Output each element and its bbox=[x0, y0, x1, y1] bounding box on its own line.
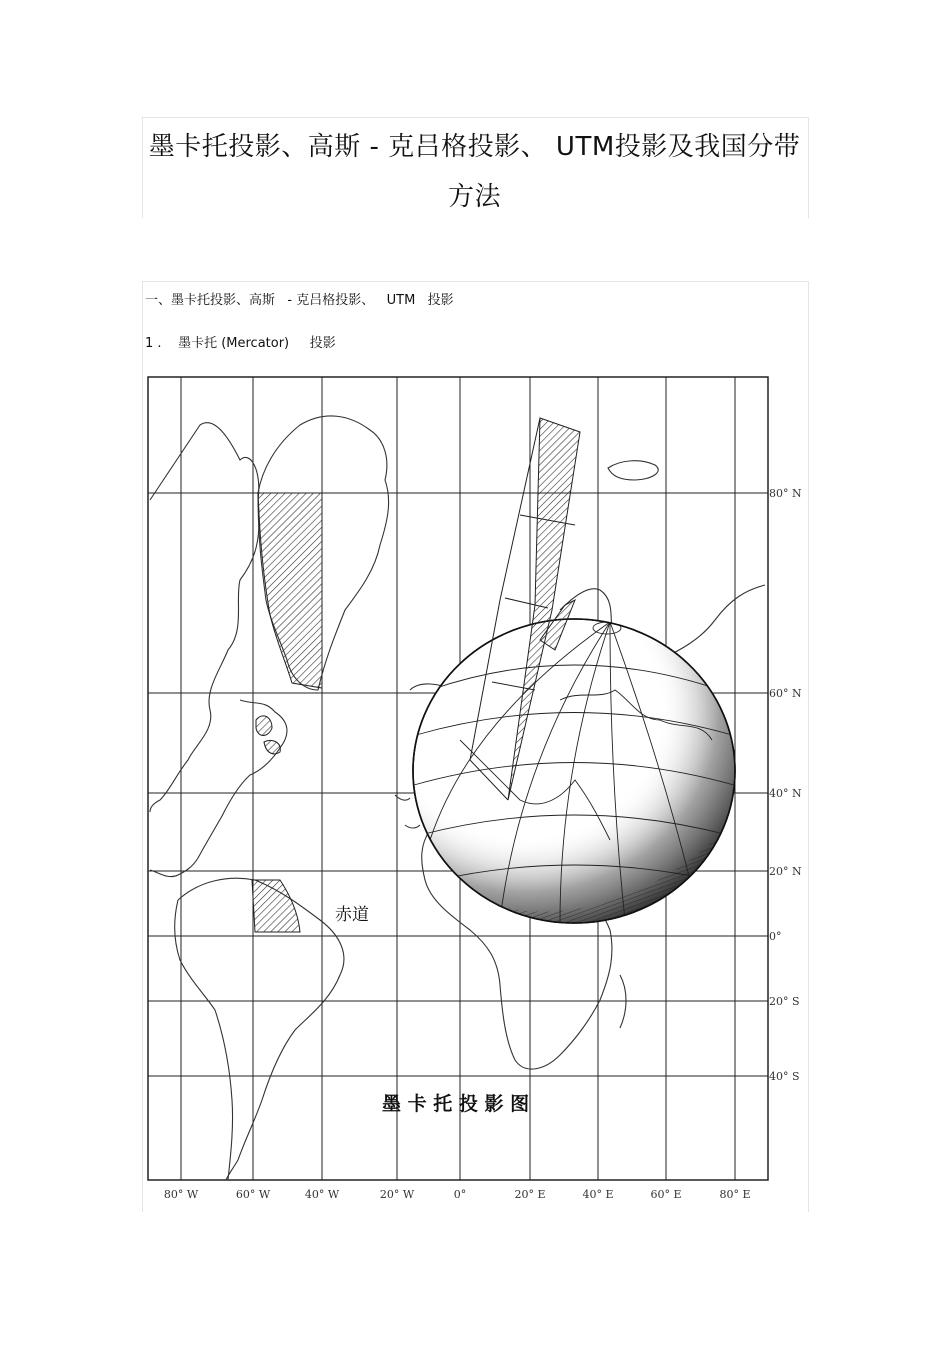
document-title-line-2: 方法 bbox=[447, 182, 501, 212]
longitude-label: 20° W bbox=[379, 1188, 415, 1201]
latitude-label: 40° N bbox=[769, 787, 802, 800]
document-title-line-1: 墨卡托投影、高斯 - 克吕格投影、 UTM投影及我国分带 bbox=[148, 132, 801, 162]
longitude-labels bbox=[164, 1188, 751, 1201]
latitude-label: 60° N bbox=[769, 687, 802, 700]
longitude-label: 80° E bbox=[719, 1188, 751, 1201]
subsection-heading: 1 . 墨卡托 (Mercator) 投影 bbox=[145, 336, 336, 351]
section-heading: 一、墨卡托投影、高斯 - 克吕格投影、 UTM 投影 bbox=[145, 293, 454, 308]
equator-label: 赤道 bbox=[335, 905, 369, 925]
latitude-label: 20° S bbox=[769, 995, 800, 1008]
hatched-patch bbox=[256, 716, 272, 736]
latitude-label: 40° S bbox=[769, 1070, 800, 1083]
longitude-label: 60° E bbox=[650, 1188, 682, 1201]
longitude-label: 40° E bbox=[582, 1188, 614, 1201]
longitude-label: 20° E bbox=[514, 1188, 546, 1201]
figure-caption: 墨 卡 托 投 影 图 bbox=[382, 1093, 530, 1115]
latitude-label: 20° N bbox=[769, 865, 802, 878]
latitude-labels bbox=[769, 487, 802, 1083]
longitude-label: 40° W bbox=[304, 1188, 340, 1201]
longitude-label: 0° bbox=[453, 1188, 467, 1201]
latitude-label: 80° N bbox=[769, 487, 802, 500]
latitude-label: 0° bbox=[769, 930, 782, 943]
longitude-label: 60° W bbox=[235, 1188, 271, 1201]
longitude-label: 80° W bbox=[163, 1188, 199, 1201]
